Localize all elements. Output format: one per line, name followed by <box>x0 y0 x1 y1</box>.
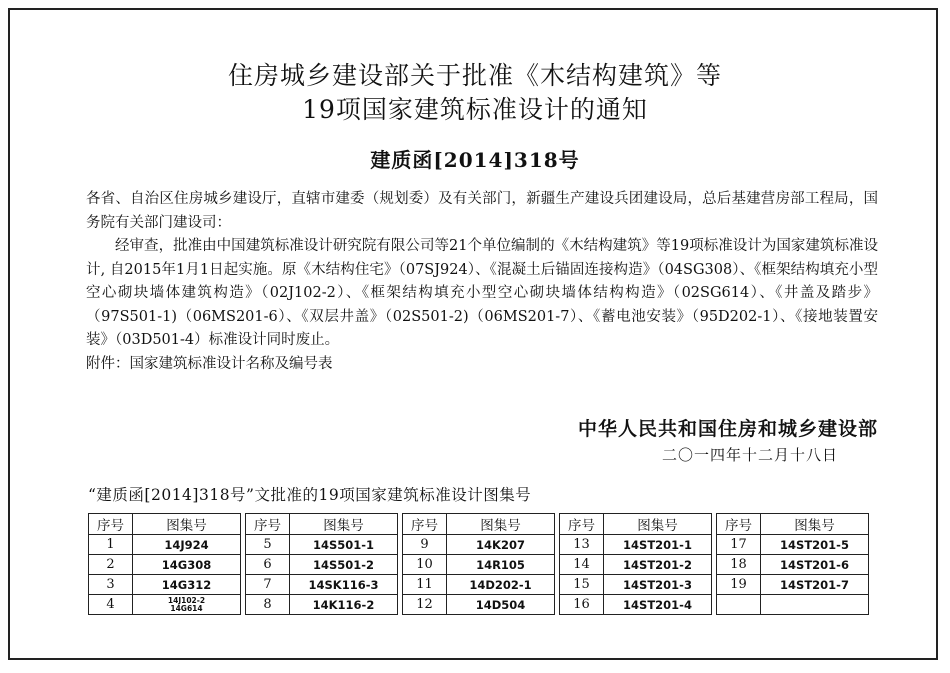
cell-atlas-code: 14ST201-6 <box>761 555 869 575</box>
header-atlas-code: 图集号 <box>133 514 241 535</box>
cell-serial-no: 4 <box>89 595 133 615</box>
notice-title-line1: 住房城乡建设部关于批准《木结构建筑》等 <box>227 61 722 90</box>
header-atlas-code: 图集号 <box>761 514 869 535</box>
cell-serial-no: 7 <box>246 575 290 595</box>
cell-serial-no: 9 <box>403 535 447 555</box>
cell-serial-no: 6 <box>246 555 290 575</box>
cell-serial-no: 5 <box>246 535 290 555</box>
header-serial-no: 序号 <box>89 514 133 535</box>
cell-atlas-code: 14ST201-7 <box>761 575 869 595</box>
cell-atlas-code: 14ST201-5 <box>761 535 869 555</box>
cell-atlas-code: 14ST201-3 <box>604 575 712 595</box>
header-serial-no: 序号 <box>246 514 290 535</box>
header-atlas-code: 图集号 <box>290 514 398 535</box>
cell-atlas-code: 14ST201-2 <box>604 555 712 575</box>
cell-serial-no: 13 <box>560 535 604 555</box>
issuing-authority: 中华人民共和国住房和城乡建设部 <box>577 418 878 440</box>
table-row <box>89 575 869 595</box>
cell-atlas-code: 14G312 <box>133 575 241 595</box>
cell-atlas-code: 14D504 <box>447 595 555 615</box>
cell-atlas-code: 14D202-1 <box>447 575 555 595</box>
cell-atlas-code: 14R105 <box>447 555 555 575</box>
cell-atlas-code: 14K116-2 <box>290 595 398 615</box>
cell-atlas-code: 14S501-2 <box>290 555 398 575</box>
header-serial-no: 序号 <box>717 514 761 535</box>
cell-atlas-code: 14G308 <box>133 555 241 575</box>
table-caption: “建质函[2014]318号”文批准的19项国家建筑标准设计图集号 <box>88 486 532 504</box>
cell-serial-no: 14 <box>560 555 604 575</box>
header-serial-no: 序号 <box>560 514 604 535</box>
approval-paragraph: 经审查，批准由中国建筑标准设计研究院有限公司等21个单位编制的《木结构建筑》等19项标准设计为国家建筑标准设计, 自2015年1月1日起实施。原《木结构住宅》（07SJ924）、《混凝土后锚固连接构造》（04SG308）、《框架结构填充小型空心砌块墙体建筑构造》（02J102-2）、《框架结构填充小型空心砌块墙体结构构造》（02SG614）、《井盖及踏步》（97S501-1)（06MS201-6）、《双层井盖》（02S501-2)（06MS201-7）、《蓄电池安装》（95D202-1）、《接地装置安装》（03D501-4）标准设计同时废止。 <box>86 238 878 348</box>
cell-serial-no: 16 <box>560 595 604 615</box>
cell-serial-no: 10 <box>403 555 447 575</box>
salutation: 各省、自治区住房城乡建设厅，直辖市建委（规划委）及有关部门，新疆生产建设兵团建设局，总后基建营房部工程局，国务院有关部门建设司： <box>86 191 878 231</box>
document-number: 建质函[2014]318号 <box>370 148 580 172</box>
cell-atlas-code: 14J102-2 14G614 <box>133 595 241 615</box>
cell-serial-no: 11 <box>403 575 447 595</box>
cell-serial-no: 18 <box>717 555 761 575</box>
cell-serial-no: 2 <box>89 555 133 575</box>
table-body <box>89 514 869 615</box>
notice-body <box>86 188 878 376</box>
table-row <box>89 555 869 575</box>
cell-atlas-code: 14ST201-4 <box>604 595 712 615</box>
issue-date: 二〇一四年十二月十八日 <box>661 446 838 464</box>
cell-atlas-code: 14K207 <box>447 535 555 555</box>
cell-serial-no: 12 <box>403 595 447 615</box>
cell-serial-no: 3 <box>89 575 133 595</box>
cell-serial-no: 8 <box>246 595 290 615</box>
notice-title-line2: 19项国家建筑标准设计的通知 <box>302 95 648 124</box>
header-serial-no: 序号 <box>403 514 447 535</box>
table-header-row <box>89 514 869 535</box>
table-row <box>89 535 869 555</box>
cell-atlas-code: 14J924 <box>133 535 241 555</box>
cell-atlas-code: 14S501-1 <box>290 535 398 555</box>
table-row <box>89 595 869 615</box>
header-atlas-code: 图集号 <box>447 514 555 535</box>
atlas-number-table <box>88 513 869 615</box>
cell-serial-no <box>717 595 761 615</box>
cell-serial-no: 15 <box>560 575 604 595</box>
attachment-note: 附件：国家建筑标准设计名称及编号表 <box>86 355 333 372</box>
header-atlas-code: 图集号 <box>604 514 712 535</box>
cell-serial-no: 19 <box>717 575 761 595</box>
cell-atlas-code: 14ST201-1 <box>604 535 712 555</box>
cell-atlas-code: 14SK116-3 <box>290 575 398 595</box>
cell-atlas-code <box>761 595 869 615</box>
cell-serial-no: 1 <box>89 535 133 555</box>
cell-serial-no: 17 <box>717 535 761 555</box>
